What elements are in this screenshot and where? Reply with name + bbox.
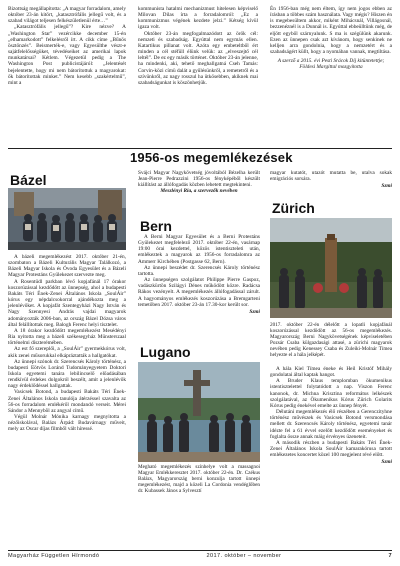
paragraph: Az ünnepi beszédet dr. Szerencsés Károly történész tartotta. xyxy=(138,264,260,277)
signature: Szmi xyxy=(381,459,392,466)
paragraph: kommunista hatalmi mechanizmust hitelesen képviselő Milovan Dilas írta a forradalomról: „Ez a kommunizmus végének kezdete jelzi.” Kétség kívül igaza volt. xyxy=(138,6,258,31)
paragraph: „Katasztrófális jellegű”? Kire nézve? A „Washington Star” vezércikke december 15-én „elhamarkodott” felkelésről írt. A cikk címe „Bűnös ösztönzés”. Beismerték-e, vagy Egyesülthe vészt-e sajátfelelősségüket, tévedéseiket az amerikai lapok munkatársai? Kétlem. Végezetül pedig a The Washington Post publicistájáról: „Jelentését bejelentette, hogy mi nem bátorítottuk a magyarokat: ők bátorítottak minket.” Nem kesebb „szakértelmű”, mint a xyxy=(8,24,126,86)
signature: Szmi xyxy=(381,183,392,190)
signature: Meszlényi Ria, a szervezők nevében xyxy=(160,188,238,195)
author-note: A szerző a 2015. évi Pesti Srácok Díj kitüntetettje; Földesi Margittal mozgyította xyxy=(277,58,385,71)
bern-article xyxy=(138,234,260,315)
section-rule xyxy=(8,148,392,149)
paragraph: Az est fő szereplői, a „SoulÁir” gyermekkórus volt, akik zenei műsorukkal elkápráztatták a hallgatókat. xyxy=(8,346,126,359)
top-article-middle-column xyxy=(138,6,258,86)
signature: Szmi xyxy=(249,308,260,315)
paragraph: Bizottság megállapította: „A magyar forradalom, amely október 23-án kitört, „katasztrófális jellegű volt, és a szabad világot teljesen felkészületlenül érte…” xyxy=(8,6,126,25)
basel-title: Bázel xyxy=(10,172,47,188)
lugano-caption: Megható megemlékezés színhelye volt a massagnoi Magyar Emlékkeresztet 2017. október 22-én. Dr. Czékus Balázs, Magyarország berni konzulja tartott ünnepi megemlékezést, majd a közeli La Cordonia vendéglőben dr. Kubassek János a Sylvesztí xyxy=(138,464,260,494)
paragraph: Én 1956-ban még nem éltem, így nem jogos ebben az írásban a többes szám használata. Vagy mégis? Hiszen én is megebesültem akkor, miként Mihácsnál, Villágosnál, bezzenéznél is a Dunnál is. Egyúttal ebbeülltünk még, de eljött egyből szárnyalunk. S ma is szégülünk akarunk. Ezen az ünnepen csak azt kívánom, hogy senkinek ne kelljen arra gondolnia, hogy a nemzetért és a szabadságért küllt, hogy a nyomában vannak, megtiltása. xyxy=(270,6,392,56)
lugano-title: Lugano xyxy=(140,344,191,360)
top-article-right-column xyxy=(270,6,392,71)
basel-continuation xyxy=(138,170,260,195)
paragraph: Az ünnepi szónok dr. Szerencsés Károly történész, a budapesti Eötvös Loránd Tudományegyetem Doktori Iskola egyetemi tanára lebilincselő előadásában rendkívül érdekes dolgokról beszélt, amit a jelenlévők nagy érdeklődéssel hallgattak. xyxy=(8,358,126,390)
paragraph: A Rosentüdl parkban lévő kopjafánál 17 órakor koszorúzással kezdődött az ünnepség, ahol a budapesti Bakáts Téri Ének-Zenei Általános Iskola „SoulÁir” kórus egy népdalcsokorral ajándékozta meg a jelenlévőket. A kopjafát Szentegyházi Nagy István és Nagy Szennyesi András vajdai magyarok adományozták 2006-ban, az ország Bázel Dózsa város által felállítottak meg. Balogh Ferenc helyi tisztelet. xyxy=(8,278,126,328)
paragraph: Délutáni megemlékezés élő részében a Gerenczityhne történész művészek és Vasicsek Botond versmondása mellett dr. Szerencsés Károly történész, egyetemi tanár idézte fel a 61 évvel ezelőtt kezdődött eseményeket és foglalta össze annak máig érvényes üzeneteit. xyxy=(270,409,392,440)
issue-date: 2017. október – november xyxy=(206,553,282,559)
paragraph: A Berni Magyar Egyesület és a Berni Protestáns Gyülekezet megfelelező 2017. október 22-én, vasárnap 19:00 órai kezdettel, közös istentiszteleti után, emlékeztek a magyarok az 1956-os forradalomra az Ammerr Kirchében (Postgasse 62, Bern). xyxy=(138,234,260,265)
lugano-continuation xyxy=(270,170,392,189)
zurich-caption: 2017. október 22-én délelőtt a lopatli kopjafánál koszorúzással kezdődött az 56-os megemlékezés. Magyarország Berni Nagykövetségének képviseletében Pozsár Csaba külgazdasági attasé, a zürichi magyarok nevében pedig Kenessey Csaba és Zuleiki-Molnár Tímea helyezte el a hála jelképét. xyxy=(270,322,392,358)
paragraph: A második részben a budapesti Bakáts Téri Ének-Zenei Általános Iskola SoulÁir kamarakórusa tartott emlékezetes koncertet közel 100 megjelent révé előtt. xyxy=(270,439,392,459)
paragraph: A bázeli megemlékezést 2017. október 21-én, szombaton a Bázeli Kulturális Magyar Találkozó, a Bázeli Magyar Iskola és Óvoda Egyesület és a Bázeli Magyar Protestáns Gyülekezet szervezte meg. xyxy=(8,254,126,279)
paragraph: A 18 órakor kezdődött megemlékezést Mesédényi Ria nyitotta meg a bázeli székesegyház Münsterszaal történelmi díszterémében. xyxy=(8,327,126,347)
paragraph: Vasicsek Botond, a budapesti Bakáts Téri Ének-Zenei Általános Iskola tanulója átérzéssel szavalta az 56-os forradalom emlékéről mondandó verseit. Mérei Sándor a Mennybõl az angyal című. xyxy=(8,389,126,414)
basel-article xyxy=(8,254,126,433)
paragraph: Végül Molnár Mónika karnagy megnyitotta a nézőiskolával, Balázs Árpád: Budavárnagy műveit, mely az Oscar díjas filmből vált híressé. xyxy=(8,414,126,433)
publication-name: Magyarház Független Hírmondó xyxy=(8,553,100,559)
section-headline: 1956-os megemlékezések xyxy=(130,150,293,165)
basel-photo xyxy=(8,188,126,250)
paragraph: Az ünnepségen szolgálatot Philippe Pierre Gaspoz, vadászkürtön Szilágyi Dénes működött közre. Radácsa Rákos vezényelt. A megemlékezés állófogadással zárult. A hagyományos emlékezés koszorúzása a Bremgarteni temetőben 2017. október 23-án 17.30-kor került sor. xyxy=(138,277,260,308)
page-number: 7 xyxy=(388,553,392,559)
paragraph: Svájci Magyar Nagykövetség jóvoltából Bézelha került Jean-Pierre Pedrazzini 1956-os fényképéből készült kiállítást az állófogadás közben lehetett megtekinteni. xyxy=(138,170,260,189)
page-footer xyxy=(8,550,392,560)
top-article-left-column xyxy=(8,6,126,86)
paragraph: magyar kutatót, utazót mutatta be, utalva sokak emigrációs sorsára. xyxy=(270,170,392,183)
zurich-photo xyxy=(270,218,392,318)
zurich-article xyxy=(270,366,392,466)
zurich-title: Zürich xyxy=(272,200,315,216)
lugano-photo xyxy=(138,362,260,462)
bern-title: Bern xyxy=(140,218,172,234)
paragraph: Október 23-án megfogalmazódott az örök cél: nemzeti és szabadság. Egyúttal nem egymás ellen. Katartikus pillanat volt. Azóta egy embeteltből ért minden a cél stéfüll élünk velük: az „elveszejtő cél leltél”. De ez egy másik történet. Október 23-án jelenne, ha mindenki, aki, tehető meghallgatná Cseh Tamás: Corvin-közi címü dalát a gyűlésünkről, a remetetről és a szívünkről, az nagy rosszul ha ütkösebben, akiknek mai szabadságunkat is köszönhetjük. xyxy=(138,30,258,86)
paragraph: A hála Kiel Tímea éneke és Heil Kristóf Mihály gondolatai által kaptak hangot. xyxy=(270,366,392,379)
paragraph: A Bruder Klaus templomban ökumenikus istentisztelettel folytatódott a nap. Viszon Ferenc kanonok, dr. Michna Krisztina református lelkészek szolgálatával, az Ökumenikus Kórus Zürich Golarits Kórus pedig énekével emelte az ünnep fényét. xyxy=(270,378,392,409)
